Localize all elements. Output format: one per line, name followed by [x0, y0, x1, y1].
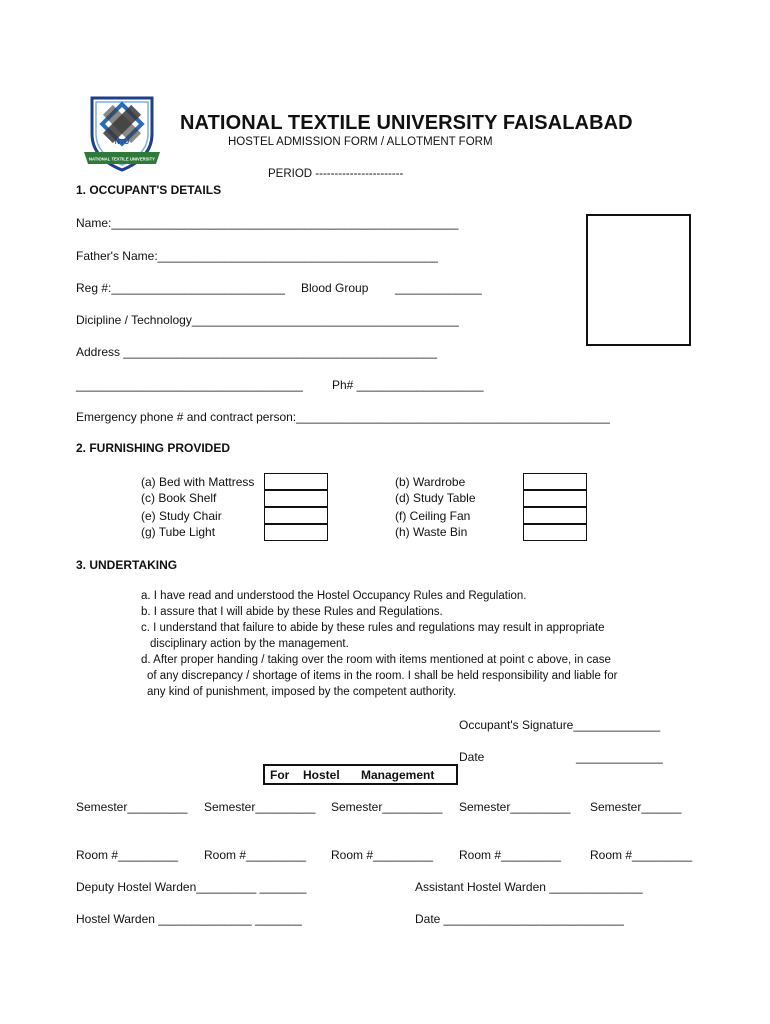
waste-bin-checkbox[interactable] — [523, 524, 587, 541]
page-title: NATIONAL TEXTILE UNIVERSITY FAISALABAD — [180, 112, 633, 134]
hostel-warden-field[interactable]: Hostel Warden ______________ _______ — [76, 912, 302, 926]
date-label: Date — [459, 750, 485, 764]
assistant-warden-field[interactable]: Assistant Hostel Warden ______________ — [415, 880, 643, 894]
furnishing-item: (g) Tube Light — [141, 525, 216, 539]
hostel-management-box — [263, 764, 458, 785]
furnishing-item: (h) Waste Bin — [395, 525, 468, 539]
bed-checkbox[interactable] — [264, 473, 328, 490]
reg-number-field[interactable]: Reg #:__________________________ — [76, 281, 285, 295]
undertaking-line: c. I understand that failure to abide by these rules and regulations may result in appropriate — [141, 622, 605, 634]
form-subtitle: HOSTEL ADMISSION FORM / ALLOTMENT FORM — [228, 136, 493, 148]
blood-group-label: Blood Group — [301, 281, 369, 295]
ceiling-fan-checkbox[interactable] — [523, 507, 587, 524]
section-undertaking-heading: 3. UNDERTAKING — [76, 558, 178, 572]
undertaking-line: disciplinary action by the management. — [150, 638, 349, 650]
semester-field[interactable]: Semester_________ — [331, 800, 443, 814]
for-label: For — [270, 768, 290, 782]
date-field[interactable]: _____________ — [576, 750, 663, 764]
undertaking-line: of any discrepancy / shortage of items in the room. I shall be held responsibility and liable for — [147, 670, 618, 682]
undertaking-line: d. After proper handing / taking over the room with items mentioned at point c above, in case — [141, 654, 611, 666]
undertaking-line: any kind of punishment, imposed by the competent authority. — [147, 686, 457, 698]
hostel-label: Hostel — [303, 768, 340, 782]
semester-field[interactable]: Semester______ — [590, 800, 682, 814]
name-field[interactable]: Name:____________________________________________________ — [76, 216, 459, 230]
period-line: PERIOD ----------------------- — [268, 168, 404, 180]
study-chair-checkbox[interactable] — [264, 507, 328, 524]
furnishing-item: (a) Bed with Mattress — [141, 475, 255, 489]
svg-text:NATIONAL TEXTILE UNIVERSITY: NATIONAL TEXTILE UNIVERSITY — [89, 156, 155, 162]
semester-field[interactable]: Semester_________ — [204, 800, 316, 814]
deputy-warden-field[interactable]: Deputy Hostel Warden_________ _______ — [76, 880, 307, 894]
section-furnishing-heading: 2. FURNISHING PROVIDED — [76, 441, 231, 455]
undertaking-line: b. I assure that I will abide by these Rules and Regulations. — [141, 606, 443, 618]
warden-date-field[interactable]: Date ___________________________ — [415, 912, 624, 926]
university-logo — [84, 94, 160, 176]
address-line-2-field[interactable]: __________________________________ — [76, 378, 303, 392]
svg-text:NTU: NTU — [114, 139, 130, 146]
ntu-crest-icon — [84, 94, 160, 176]
study-table-checkbox[interactable] — [523, 490, 587, 507]
photo-box — [586, 214, 691, 346]
furnishing-item: (b) Wardrobe — [395, 475, 466, 489]
room-field[interactable]: Room #_________ — [459, 848, 562, 862]
blood-group-field[interactable]: _____________ — [395, 281, 482, 295]
section-occupant-heading: 1. OCCUPANT'S DETAILS — [76, 183, 222, 197]
furnishing-item: (f) Ceiling Fan — [395, 509, 471, 523]
emergency-contact-field[interactable]: Emergency phone # and contract person:_______________________________________________ — [76, 410, 610, 424]
room-field[interactable]: Room #_________ — [590, 848, 693, 862]
room-field[interactable]: Room #_________ — [331, 848, 434, 862]
occupant-signature-field[interactable]: Occupant's Signature_____________ — [459, 718, 661, 732]
furnishing-item: (e) Study Chair — [141, 509, 222, 523]
book-shelf-checkbox[interactable] — [264, 490, 328, 507]
father-name-field[interactable]: Father's Name:__________________________________________ — [76, 249, 438, 263]
tube-light-checkbox[interactable] — [264, 524, 328, 541]
room-field[interactable]: Room #_________ — [76, 848, 179, 862]
address-field[interactable]: Address _______________________________________________ — [76, 345, 438, 359]
phone-field[interactable]: Ph# ___________________ — [332, 378, 484, 392]
furnishing-item: (d) Study Table — [395, 491, 476, 505]
semester-field[interactable]: Semester_________ — [459, 800, 571, 814]
furnishing-item: (c) Book Shelf — [141, 491, 217, 505]
discipline-field[interactable]: Dicipline / Technology________________________________________ — [76, 313, 459, 327]
undertaking-line: a. I have read and understood the Hostel Occupancy Rules and Regulation. — [141, 590, 527, 602]
wardrobe-checkbox[interactable] — [523, 473, 587, 490]
management-label: Management — [361, 768, 435, 782]
room-field[interactable]: Room #_________ — [204, 848, 307, 862]
semester-field[interactable]: Semester_________ — [76, 800, 188, 814]
